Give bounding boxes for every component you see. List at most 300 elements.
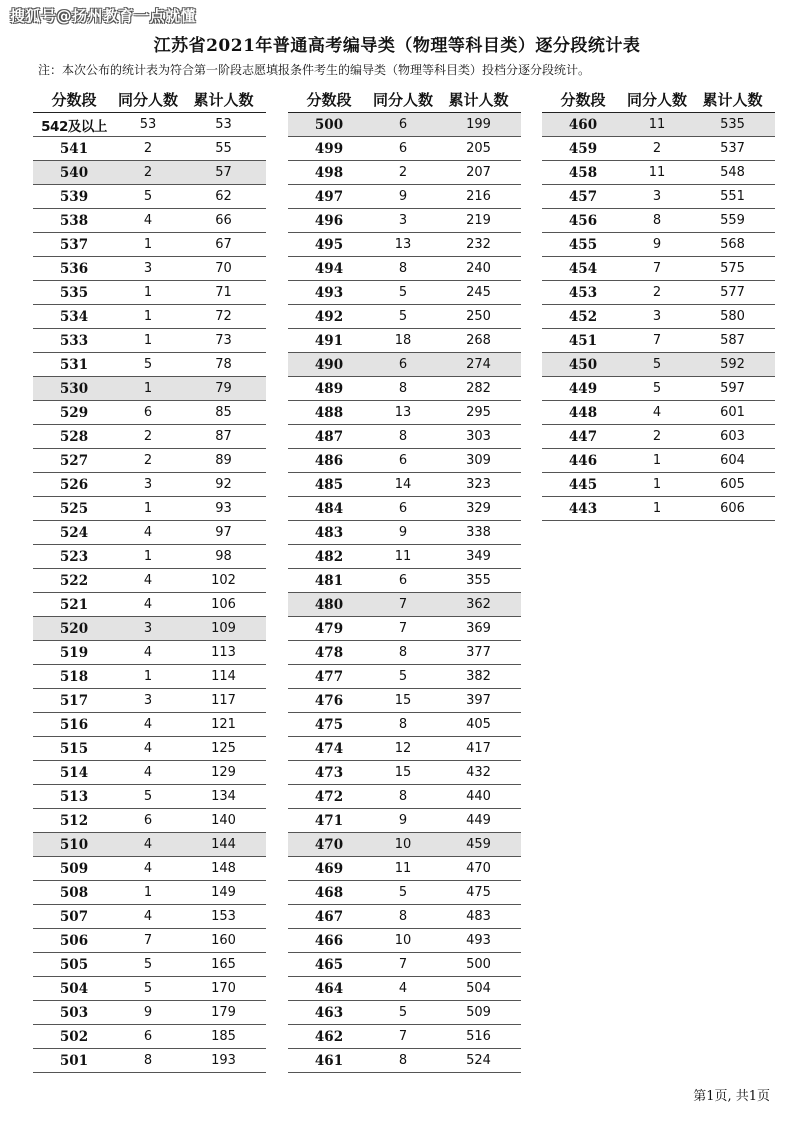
header-same-count: 同分人数 [626, 91, 687, 109]
cumulative-cell: 205 [466, 141, 491, 156]
cumulative-cell: 470 [466, 861, 491, 876]
same-count-cell: 13 [394, 405, 412, 420]
score-table-column-1 [33, 87, 266, 1073]
table-row [288, 257, 521, 281]
cumulative-cell: 323 [466, 477, 491, 492]
cumulative-cell: 165 [211, 957, 236, 972]
table-row [33, 809, 266, 833]
table-header [542, 87, 775, 113]
cumulative-cell: 355 [466, 573, 491, 588]
same-count-cell: 4 [143, 717, 153, 732]
cumulative-cell: 282 [466, 381, 491, 396]
score-cell: 486 [314, 452, 344, 469]
table-row [33, 833, 266, 857]
same-count-cell: 2 [143, 429, 153, 444]
same-count-cell: 1 [652, 477, 662, 492]
same-count-cell: 8 [398, 789, 408, 804]
cumulative-cell: 405 [466, 717, 491, 732]
score-cell: 451 [568, 332, 598, 349]
table-row [33, 161, 266, 185]
same-count-cell: 5 [143, 789, 153, 804]
table-row [288, 425, 521, 449]
same-count-cell: 4 [143, 861, 153, 876]
cumulative-cell: 144 [211, 837, 236, 852]
cumulative-cell: 160 [211, 933, 236, 948]
table-row [542, 113, 775, 137]
header-cumulative: 累计人数 [193, 91, 254, 109]
same-count-cell: 7 [398, 597, 408, 612]
same-count-cell: 6 [398, 357, 408, 372]
score-cell: 457 [568, 188, 598, 205]
same-count-cell: 1 [143, 309, 153, 324]
score-cell: 536 [59, 260, 89, 277]
score-cell: 510 [59, 836, 89, 853]
table-row [288, 545, 521, 569]
table-row [33, 137, 266, 161]
same-count-cell: 1 [143, 237, 153, 252]
score-cell: 534 [59, 308, 89, 325]
cumulative-cell: 303 [466, 429, 491, 444]
header-cumulative: 累计人数 [448, 91, 509, 109]
score-cell: 530 [59, 380, 89, 397]
score-cell: 477 [314, 668, 344, 685]
same-count-cell: 2 [398, 165, 408, 180]
same-count-cell: 4 [652, 405, 662, 420]
score-cell: 503 [59, 1004, 89, 1021]
same-count-cell: 7 [398, 957, 408, 972]
cumulative-cell: 568 [720, 237, 745, 252]
cumulative-cell: 98 [215, 549, 232, 564]
score-cell: 517 [59, 692, 89, 709]
score-cell: 462 [314, 1028, 344, 1045]
cumulative-cell: 559 [720, 213, 745, 228]
table-row [542, 425, 775, 449]
same-count-cell: 18 [394, 333, 412, 348]
score-cell: 500 [314, 116, 344, 133]
score-cell: 458 [568, 164, 598, 181]
same-count-cell: 8 [398, 645, 408, 660]
table-row [288, 113, 521, 137]
score-cell: 508 [59, 884, 89, 901]
table-row [33, 521, 266, 545]
score-cell: 516 [59, 716, 89, 733]
same-count-cell: 3 [143, 261, 153, 276]
same-count-cell: 2 [143, 453, 153, 468]
cumulative-cell: 295 [466, 405, 491, 420]
score-cell: 465 [314, 956, 344, 973]
header-same-count: 同分人数 [117, 91, 178, 109]
cumulative-cell: 92 [215, 477, 232, 492]
cumulative-cell: 382 [466, 669, 491, 684]
score-cell: 469 [314, 860, 344, 877]
cumulative-cell: 71 [215, 285, 232, 300]
same-count-cell: 2 [143, 165, 153, 180]
score-table-column-2 [288, 87, 521, 1073]
score-cell: 506 [59, 932, 89, 949]
same-count-cell: 1 [143, 285, 153, 300]
score-cell: 488 [314, 404, 344, 421]
table-row [288, 521, 521, 545]
cumulative-cell: 117 [211, 693, 236, 708]
cumulative-cell: 232 [466, 237, 491, 252]
same-count-cell: 1 [143, 549, 153, 564]
same-count-cell: 2 [143, 141, 153, 156]
table-row [542, 401, 775, 425]
table-row [288, 881, 521, 905]
cumulative-cell: 362 [466, 597, 491, 612]
cumulative-cell: 62 [215, 189, 232, 204]
table-row [542, 137, 775, 161]
cumulative-cell: 170 [211, 981, 236, 996]
score-cell: 540 [59, 164, 89, 181]
table-row [33, 401, 266, 425]
cumulative-cell: 524 [466, 1053, 491, 1068]
table-row [33, 689, 266, 713]
table-row [288, 665, 521, 689]
cumulative-cell: 580 [720, 309, 745, 324]
cumulative-cell: 459 [466, 837, 491, 852]
score-cell: 524 [59, 524, 89, 541]
same-count-cell: 8 [398, 429, 408, 444]
cumulative-cell: 70 [215, 261, 232, 276]
cumulative-cell: 67 [215, 237, 232, 252]
score-cell: 531 [59, 356, 89, 373]
cumulative-cell: 216 [466, 189, 491, 204]
table-row [288, 305, 521, 329]
score-cell: 535 [59, 284, 89, 301]
cumulative-cell: 109 [211, 621, 236, 636]
table-row [542, 257, 775, 281]
score-cell: 492 [314, 308, 344, 325]
cumulative-cell: 587 [720, 333, 745, 348]
same-count-cell: 3 [652, 189, 662, 204]
table-row [288, 473, 521, 497]
same-count-cell: 1 [143, 501, 153, 516]
cumulative-cell: 134 [211, 789, 236, 804]
cumulative-cell: 55 [215, 141, 232, 156]
score-cell: 472 [314, 788, 344, 805]
cumulative-cell: 548 [720, 165, 745, 180]
score-cell: 474 [314, 740, 344, 757]
header-score: 分数段 [51, 91, 97, 109]
score-cell: 490 [314, 356, 344, 373]
same-count-cell: 8 [398, 717, 408, 732]
same-count-cell: 8 [652, 213, 662, 228]
same-count-cell: 6 [398, 453, 408, 468]
table-row [33, 281, 266, 305]
score-cell: 539 [59, 188, 89, 205]
table-row [33, 761, 266, 785]
same-count-cell: 5 [398, 669, 408, 684]
same-count-cell: 11 [394, 861, 412, 876]
cumulative-cell: 432 [466, 765, 491, 780]
score-cell: 446 [568, 452, 598, 469]
score-cell: 501 [59, 1052, 89, 1069]
score-cell: 476 [314, 692, 344, 709]
score-cell: 493 [314, 284, 344, 301]
cumulative-cell: 537 [720, 141, 745, 156]
table-row [33, 593, 266, 617]
cumulative-cell: 153 [211, 909, 236, 924]
cumulative-cell: 73 [215, 333, 232, 348]
cumulative-cell: 114 [211, 669, 236, 684]
score-cell: 515 [59, 740, 89, 757]
cumulative-cell: 369 [466, 621, 491, 636]
score-cell: 481 [314, 572, 344, 589]
same-count-cell: 1 [143, 333, 153, 348]
score-cell: 471 [314, 812, 344, 829]
same-count-cell: 14 [394, 477, 412, 492]
table-row [288, 1049, 521, 1073]
score-cell: 468 [314, 884, 344, 901]
same-count-cell: 1 [143, 669, 153, 684]
cumulative-cell: 551 [720, 189, 745, 204]
table-row [288, 401, 521, 425]
same-count-cell: 2 [652, 141, 662, 156]
cumulative-cell: 397 [466, 693, 491, 708]
score-cell: 453 [568, 284, 598, 301]
cumulative-cell: 140 [211, 813, 236, 828]
cumulative-cell: 483 [466, 909, 491, 924]
score-cell: 522 [59, 572, 89, 589]
same-count-cell: 4 [143, 645, 153, 660]
table-row [288, 737, 521, 761]
cumulative-cell: 475 [466, 885, 491, 900]
score-cell: 537 [59, 236, 89, 253]
cumulative-cell: 604 [720, 453, 745, 468]
score-cell: 463 [314, 1004, 344, 1021]
table-row [33, 641, 266, 665]
score-table-column-3 [542, 87, 775, 521]
score-cell: 467 [314, 908, 344, 925]
table-row [542, 497, 775, 521]
same-count-cell: 4 [398, 981, 408, 996]
cumulative-cell: 57 [215, 165, 232, 180]
table-row [33, 569, 266, 593]
score-cell: 473 [314, 764, 344, 781]
score-cell: 443 [568, 500, 598, 517]
header-same-count: 同分人数 [372, 91, 433, 109]
score-cell: 464 [314, 980, 344, 997]
table-row [288, 161, 521, 185]
score-cell: 478 [314, 644, 344, 661]
same-count-cell: 11 [394, 549, 412, 564]
table-row [33, 617, 266, 641]
same-count-cell: 7 [652, 261, 662, 276]
same-count-cell: 5 [652, 357, 662, 372]
cumulative-cell: 268 [466, 333, 491, 348]
table-row [288, 833, 521, 857]
same-count-cell: 8 [398, 261, 408, 276]
table-row [33, 473, 266, 497]
same-count-cell: 7 [652, 333, 662, 348]
score-cell: 494 [314, 260, 344, 277]
score-cell: 520 [59, 620, 89, 637]
table-row [288, 977, 521, 1001]
table-row [288, 137, 521, 161]
score-cell: 484 [314, 500, 344, 517]
table-row [33, 497, 266, 521]
same-count-cell: 5 [398, 309, 408, 324]
same-count-cell: 6 [398, 501, 408, 516]
table-row [542, 449, 775, 473]
score-cell: 483 [314, 524, 344, 541]
table-row [33, 881, 266, 905]
table-row [33, 1025, 266, 1049]
same-count-cell: 5 [652, 381, 662, 396]
table-row [288, 905, 521, 929]
same-count-cell: 3 [143, 693, 153, 708]
page-footer: 第1页, 共1页 [693, 1089, 770, 1104]
cumulative-cell: 500 [466, 957, 491, 972]
same-count-cell: 4 [143, 909, 153, 924]
same-count-cell: 1 [652, 501, 662, 516]
cumulative-cell: 87 [215, 429, 232, 444]
same-count-cell: 10 [394, 933, 412, 948]
table-row [542, 473, 775, 497]
score-cell: 447 [568, 428, 598, 445]
score-cell: 518 [59, 668, 89, 685]
table-row [288, 929, 521, 953]
cumulative-cell: 149 [211, 885, 236, 900]
cumulative-cell: 89 [215, 453, 232, 468]
table-row [542, 233, 775, 257]
same-count-cell: 6 [143, 405, 153, 420]
same-count-cell: 6 [143, 813, 153, 828]
cumulative-cell: 504 [466, 981, 491, 996]
cumulative-cell: 516 [466, 1029, 491, 1044]
table-row [288, 449, 521, 473]
table-row [288, 1025, 521, 1049]
same-count-cell: 6 [398, 117, 408, 132]
same-count-cell: 9 [398, 189, 408, 204]
score-cell: 454 [568, 260, 598, 277]
table-row [288, 569, 521, 593]
score-cell: 470 [314, 836, 344, 853]
score-cell: 452 [568, 308, 598, 325]
score-cell: 509 [59, 860, 89, 877]
score-cell: 460 [568, 116, 598, 133]
table-row [288, 329, 521, 353]
same-count-cell: 12 [394, 741, 412, 756]
header-score: 分数段 [306, 91, 352, 109]
score-cell: 491 [314, 332, 344, 349]
cumulative-cell: 597 [720, 381, 745, 396]
same-count-cell: 6 [143, 1029, 153, 1044]
cumulative-cell: 601 [720, 405, 745, 420]
same-count-cell: 2 [652, 429, 662, 444]
same-count-cell: 5 [143, 189, 153, 204]
cumulative-cell: 592 [720, 357, 745, 372]
score-cell: 445 [568, 476, 598, 493]
same-count-cell: 1 [143, 885, 153, 900]
score-cell: 461 [314, 1052, 344, 1069]
same-count-cell: 5 [398, 885, 408, 900]
table-row [288, 689, 521, 713]
cumulative-cell: 377 [466, 645, 491, 660]
table-row [33, 329, 266, 353]
cumulative-cell: 97 [215, 525, 232, 540]
cumulative-cell: 338 [466, 525, 491, 540]
score-cell: 466 [314, 932, 344, 949]
cumulative-cell: 79 [215, 381, 232, 396]
same-count-cell: 5 [398, 1005, 408, 1020]
table-row [288, 857, 521, 881]
same-count-cell: 6 [398, 141, 408, 156]
table-row [33, 209, 266, 233]
same-count-cell: 15 [394, 693, 412, 708]
same-count-cell: 11 [648, 165, 666, 180]
score-cell: 541 [59, 140, 89, 157]
cumulative-cell: 245 [466, 285, 491, 300]
same-count-cell: 4 [143, 837, 153, 852]
score-cell: 482 [314, 548, 344, 565]
table-row [542, 281, 775, 305]
same-count-cell: 7 [398, 1029, 408, 1044]
table-row [542, 305, 775, 329]
table-row [288, 281, 521, 305]
same-count-cell: 8 [398, 1053, 408, 1068]
table-row [33, 1001, 266, 1025]
score-cell: 514 [59, 764, 89, 781]
cumulative-cell: 509 [466, 1005, 491, 1020]
table-header [33, 87, 266, 113]
score-cell: 459 [568, 140, 598, 157]
cumulative-cell: 207 [466, 165, 491, 180]
cumulative-cell: 72 [215, 309, 232, 324]
cumulative-cell: 93 [215, 501, 232, 516]
same-count-cell: 3 [398, 213, 408, 228]
same-count-cell: 4 [143, 525, 153, 540]
score-cell: 496 [314, 212, 344, 229]
score-cell: 513 [59, 788, 89, 805]
score-cell: 505 [59, 956, 89, 973]
score-cell: 497 [314, 188, 344, 205]
same-count-cell: 5 [143, 981, 153, 996]
table-row [33, 905, 266, 929]
same-count-cell: 9 [143, 1005, 153, 1020]
same-count-cell: 8 [143, 1053, 153, 1068]
cumulative-cell: 240 [466, 261, 491, 276]
table-row [288, 593, 521, 617]
table-row [33, 665, 266, 689]
score-cell: 525 [59, 500, 89, 517]
table-row [33, 785, 266, 809]
cumulative-cell: 219 [466, 213, 491, 228]
score-cell: 498 [314, 164, 344, 181]
score-cell: 487 [314, 428, 344, 445]
table-row [542, 329, 775, 353]
table-row [288, 377, 521, 401]
table-row [33, 1049, 266, 1073]
cumulative-cell: 606 [720, 501, 745, 516]
cumulative-cell: 603 [720, 429, 745, 444]
score-cell: 449 [568, 380, 598, 397]
table-row [33, 425, 266, 449]
table-row [33, 857, 266, 881]
table-row [33, 449, 266, 473]
cumulative-cell: 78 [215, 357, 232, 372]
cumulative-cell: 106 [211, 597, 236, 612]
same-count-cell: 2 [652, 285, 662, 300]
same-count-cell: 4 [143, 765, 153, 780]
table-row [288, 353, 521, 377]
table-row [288, 497, 521, 521]
cumulative-cell: 148 [211, 861, 236, 876]
score-cell: 542及以上 [41, 118, 107, 135]
cumulative-cell: 199 [466, 117, 491, 132]
table-row [33, 953, 266, 977]
